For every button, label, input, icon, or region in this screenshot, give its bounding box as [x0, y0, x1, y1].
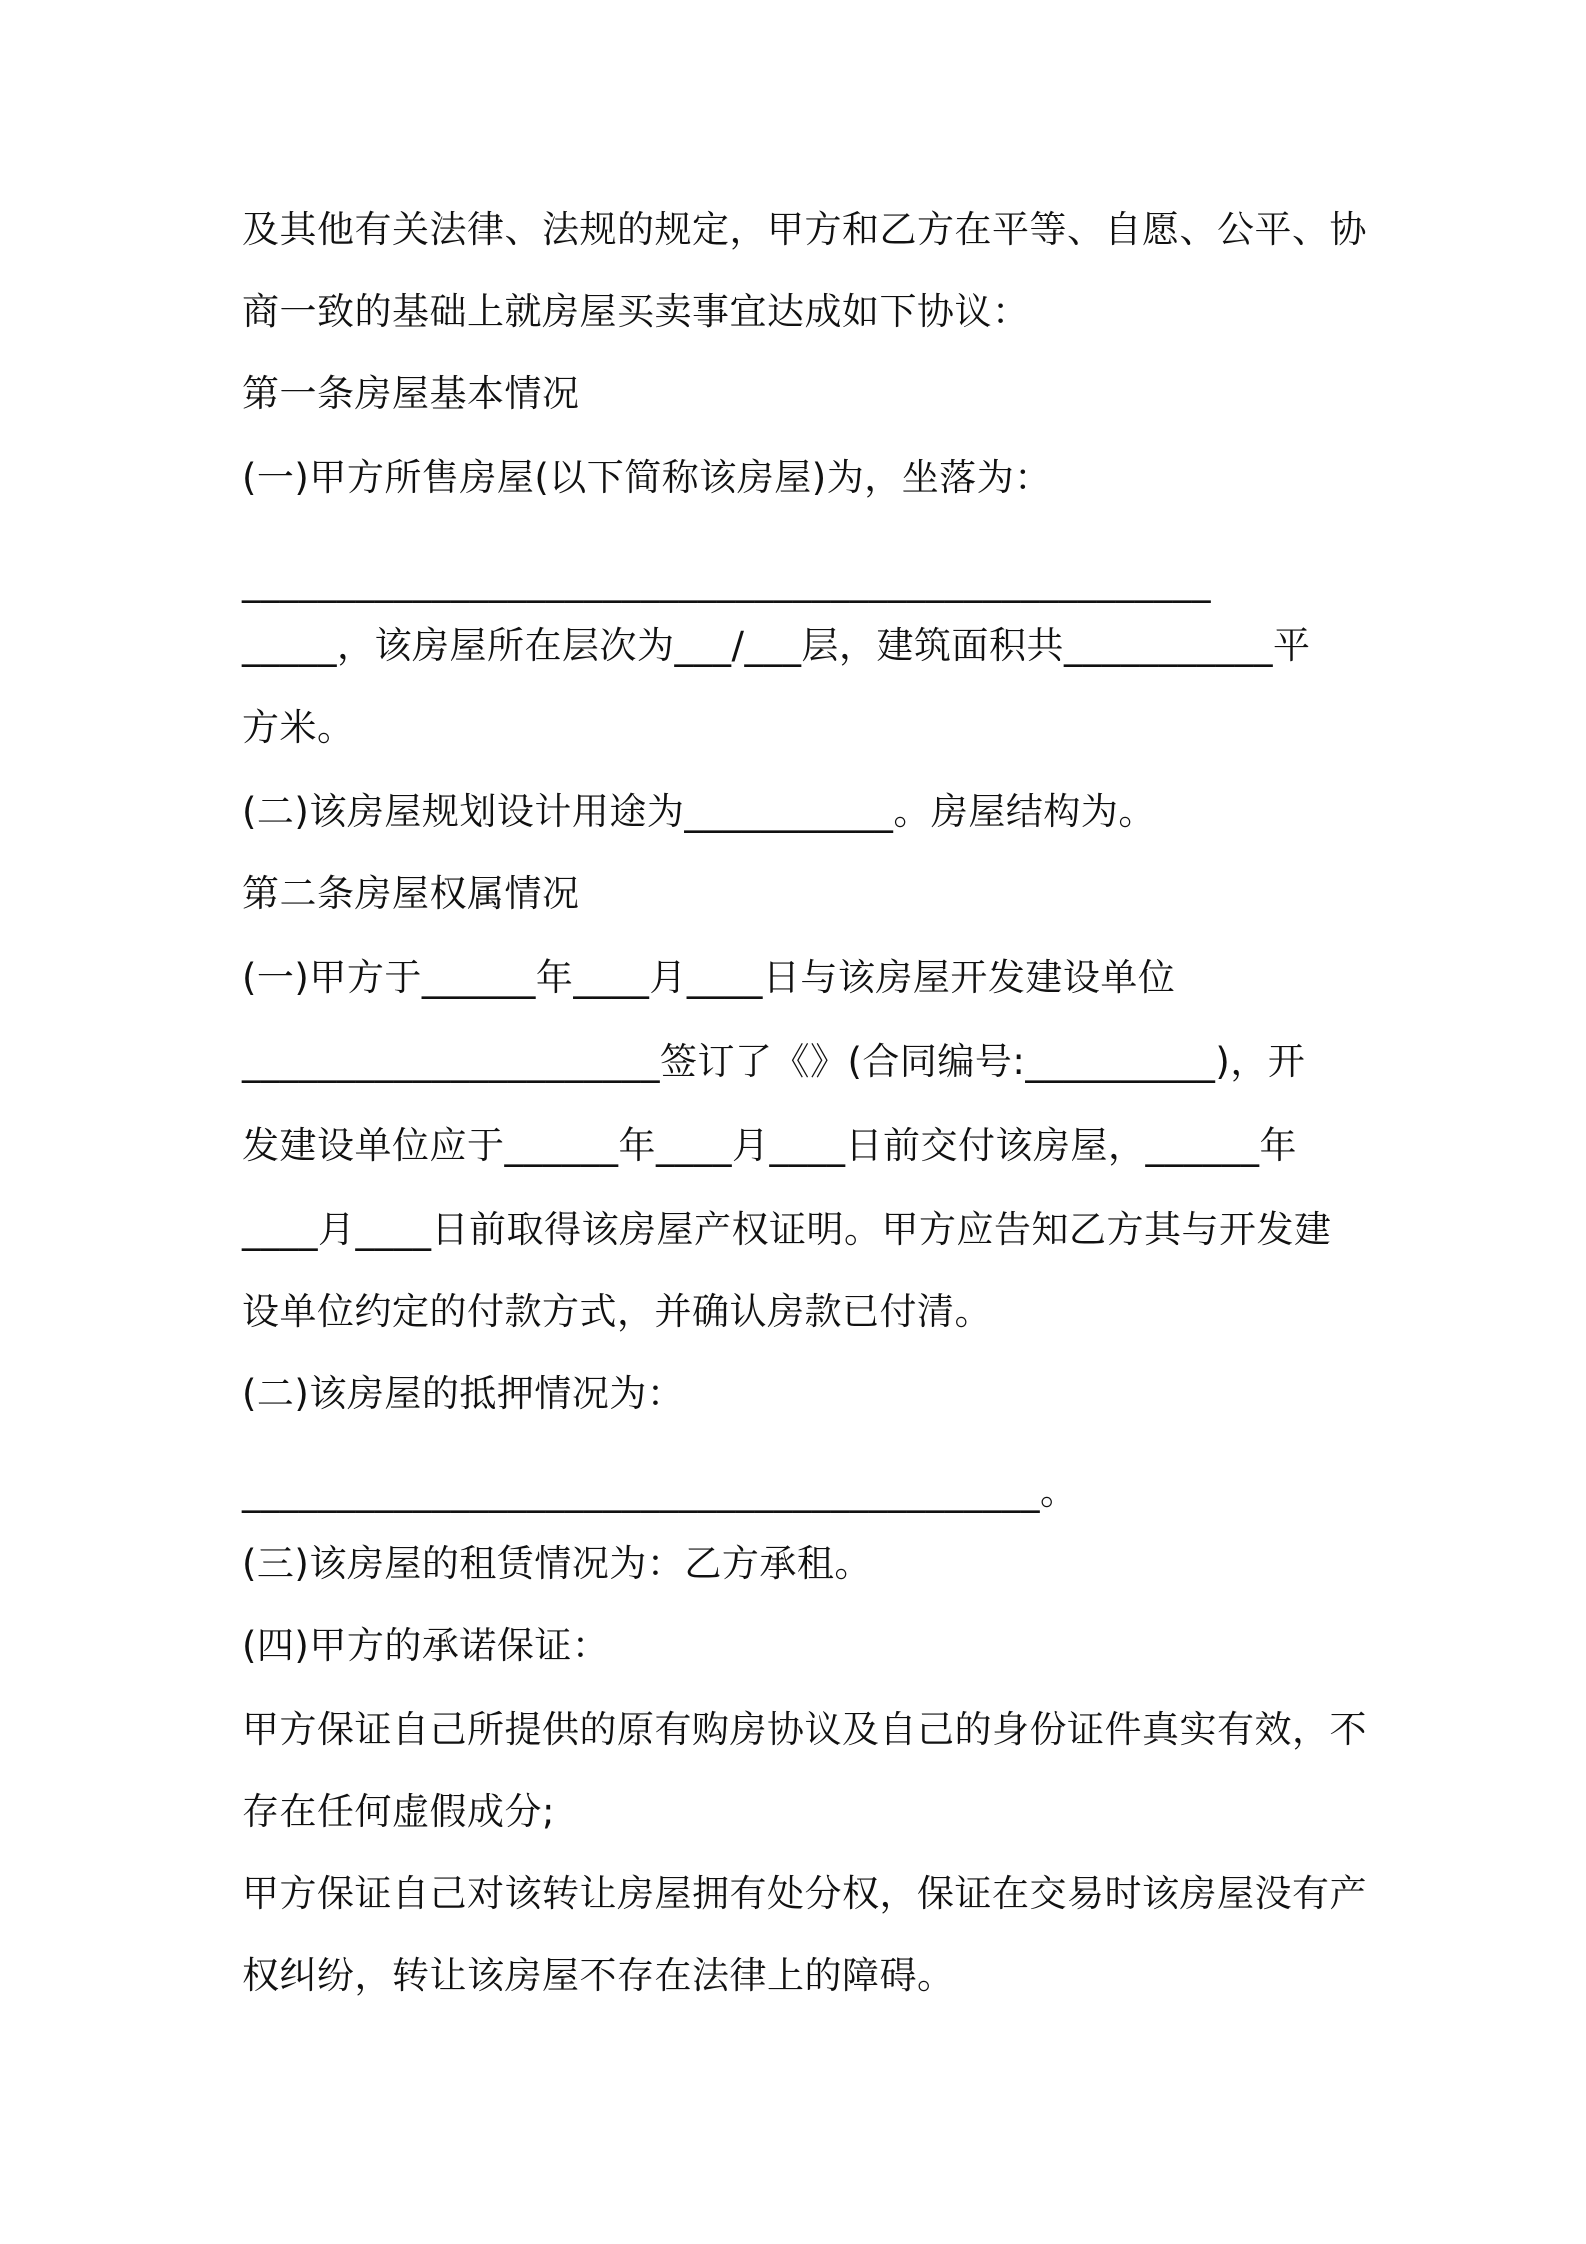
text-line: 甲方保证自己所提供的原有购房协议及自己的身份证件真实有效，不 — [242, 1708, 1367, 1751]
section-heading: 第一条房屋基本情况 — [242, 372, 580, 415]
text-line: 权纠纷，转让该房屋不存在法律上的障碍。 — [242, 1954, 955, 1997]
text-line: _____，该房屋所在层次为___/___层，建筑面积共___________平 — [242, 624, 1311, 667]
text-line: ______________________签订了《》(合同编号:__________)，开 — [242, 1040, 1306, 1083]
text-line: (一)甲方于______年____月____日与该房屋开发建设单位 — [242, 956, 1176, 999]
text-line: 方米。 — [242, 706, 355, 749]
blank-fill-line: __________________________________________。 — [242, 1470, 1078, 1513]
text-line: 存在任何虚假成分; — [242, 1790, 555, 1833]
text-line: (一)甲方所售房屋(以下简称该房屋)为，坐落为： — [242, 456, 1052, 499]
text-line: (四)甲方的承诺保证： — [242, 1624, 610, 1667]
text-line: 发建设单位应于______年____月____日前交付该房屋，______年 — [242, 1124, 1297, 1167]
text-line: (二)该房屋的抵押情况为： — [242, 1372, 685, 1415]
text-line: 及其他有关法律、法规的规定，甲方和乙方在平等、自愿、公平、协 — [242, 208, 1367, 251]
text-line: (二)该房屋规划设计用途为___________。房屋结构为。 — [242, 790, 1156, 833]
section-heading: 第二条房屋权属情况 — [242, 872, 580, 915]
text-line: 商一致的基础上就房屋买卖事宜达成如下协议： — [242, 290, 1030, 333]
text-line: 甲方保证自己对该转让房屋拥有处分权，保证在交易时该房屋没有产 — [242, 1872, 1367, 1915]
text-line: ____月____日前取得该房屋产权证明。甲方应告知乙方其与开发建 — [242, 1208, 1332, 1251]
text-line: (三)该房屋的租赁情况为：乙方承租。 — [242, 1542, 872, 1585]
blank-fill-line: ___________________________________________________ — [242, 560, 1211, 603]
text-line: 设单位约定的付款方式，并确认房款已付清。 — [242, 1290, 992, 1333]
